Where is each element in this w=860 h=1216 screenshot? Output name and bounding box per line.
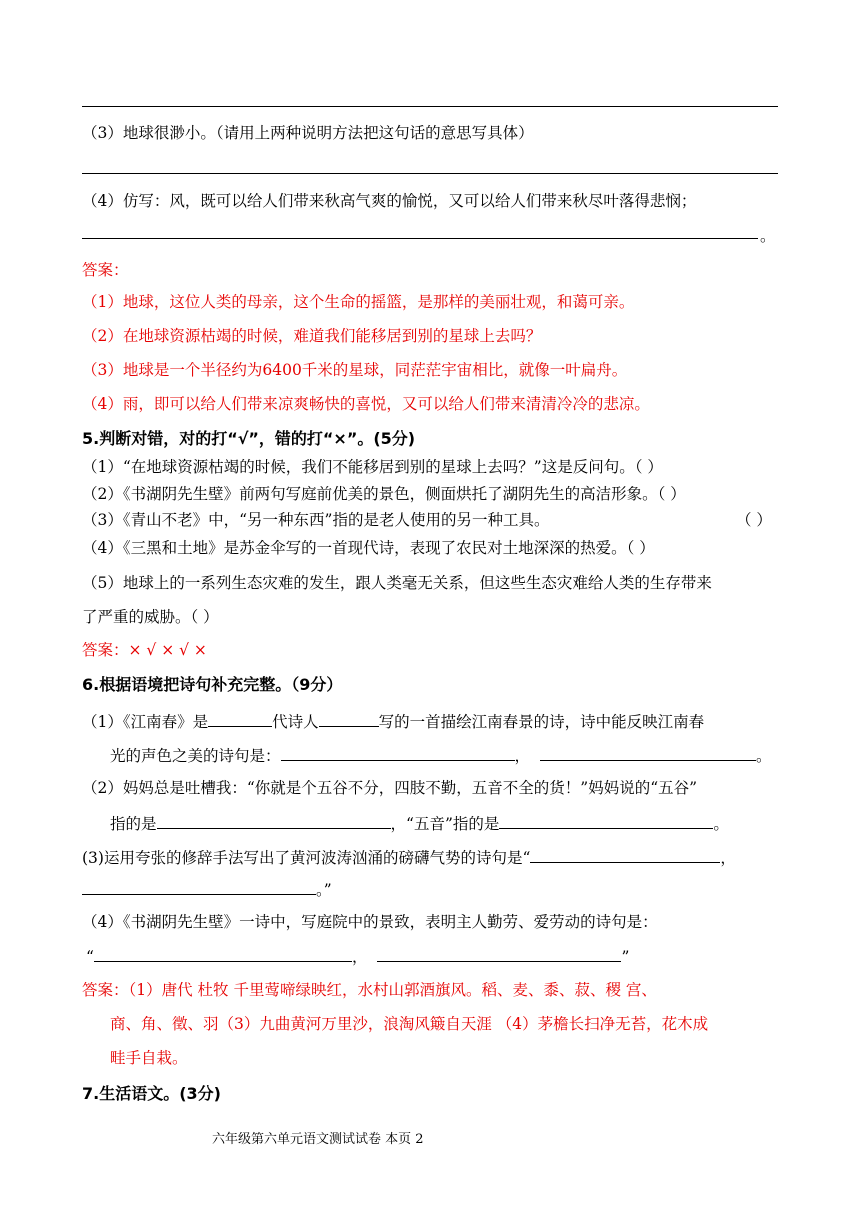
answer-line-4: （4）雨，即可以给人们带来凉爽畅快的喜悦，又可以给人们带来清清冷冷的悲凉。 — [82, 395, 650, 413]
question-6-answer-3: 畦手自栽。 — [110, 1049, 188, 1067]
question-6-answer-1: 答案：（1）唐代 杜牧 千里莺啼绿映红，水村山郭酒旗风。稻、麦、黍、菽、稷 宫、 — [82, 981, 657, 999]
question-7-heading: 7.生活语文。(3分) — [82, 1084, 221, 1103]
text: “ — [86, 948, 94, 966]
question-5-item-5a: （5）地球上的一系列生态灾难的发生，跟人类毫无关系，但这些生态灾难给人类的生存带来 — [82, 574, 712, 592]
question-4-3: （3）地球很渺小。（请用上两种说明方法把这句话的意思写具体） — [82, 124, 534, 142]
text: 。 — [756, 747, 772, 765]
text: ，“五音”指的是 — [390, 815, 500, 833]
text: ” — [621, 948, 630, 966]
blank[interactable] — [94, 945, 352, 962]
text: 光的声色之美的诗句是： — [110, 747, 281, 765]
answer-line-3: （3）地球是一个半径约为6400千米的星球，同茫茫宇宙相比，就像一叶扁舟。 — [82, 361, 628, 379]
question-6-4-line2 — [86, 945, 629, 967]
answer-line — [82, 106, 778, 107]
text: (3)运用夸张的修辞手法写出了黄河波涛汹涌的磅礴气势的诗句是“ — [82, 849, 531, 867]
blank[interactable] — [157, 812, 391, 829]
blank[interactable] — [281, 744, 515, 761]
answer-line — [82, 173, 778, 174]
question-5-item-3: （3）《青山不老》中，“另一种东西”指的是老人使用的另一种工具。 — [82, 511, 550, 529]
blank[interactable] — [319, 710, 379, 727]
question-4-4: （4）仿写：风，既可以给人们带来秋高气爽的愉悦，又可以给人们带来秋尽叶落得悲悯； — [82, 192, 697, 210]
blank[interactable] — [82, 878, 316, 895]
blank[interactable] — [377, 945, 621, 962]
blank[interactable] — [540, 744, 756, 761]
question-5-answer: 答案：× √ × √ × — [82, 641, 207, 659]
question-6-4-line1: （4）《书湖阴先生壁》一诗中，写庭院中的景致，表明主人勤劳、爱劳动的诗句是： — [82, 913, 658, 931]
answer-line-1: （1）地球，这位人类的母亲，这个生命的摇篮，是那样的美丽壮观，和蔼可亲。 — [82, 293, 635, 311]
question-6-2-line2 — [110, 812, 729, 834]
blank[interactable] — [499, 812, 713, 829]
answer-line — [82, 238, 758, 239]
text: （1）《江南春》是 — [82, 713, 209, 731]
answer-line-2: （2）在地球资源枯竭的时候，难道我们能移居到别的星球上去吗？ — [82, 327, 542, 345]
question-6-2-line1: （2）妈妈总是吐槽我：“你就是个五谷不分，四肢不勤，五音不全的货！”妈妈说的“五谷” — [82, 779, 698, 797]
text: 。 — [713, 815, 729, 833]
blank[interactable] — [208, 710, 272, 727]
question-6-heading: 6.根据语境把诗句补充完整。（9分） — [82, 675, 343, 694]
text: 指的是 — [110, 815, 157, 833]
question-5-item-5b: 了严重的威胁。（ ） — [82, 608, 219, 626]
text: 写的一首描绘江南春景的诗，诗中能反映江南春 — [378, 713, 705, 731]
answer-line-end: 。 — [760, 227, 776, 245]
question-6-1-line1 — [82, 710, 704, 732]
question-5-heading: 5.判断对错，对的打“√”，错的打“×”。(5分) — [82, 429, 416, 448]
question-6-answer-2: 商、角、徵、羽（3）九曲黄河万里沙，浪淘风簸自天涯 （4）茅檐长扫净无苔，花木成 — [110, 1015, 709, 1033]
question-5-item-2: （2）《书湖阴先生壁》前两句写庭前优美的景色，侧面烘托了湖阴先生的高洁形象。（ ） — [82, 485, 686, 503]
text: 。” — [316, 881, 332, 899]
question-5-item-4: （4）《三黑和土地》是苏金伞写的一首现代诗，表现了农民对土地深深的热爱。（ ） — [82, 539, 655, 557]
question-6-3-line2 — [82, 878, 332, 900]
question-6-1-line2 — [110, 744, 772, 766]
question-5-item-1: （1）“在地球资源枯竭的时候，我们不能移居到别的星球上去吗？”这是反问句。（ ） — [82, 458, 663, 476]
blank[interactable] — [530, 846, 720, 863]
text: ， — [514, 747, 531, 765]
question-5-item-3-bracket: （ ） — [736, 511, 772, 529]
answer-label: 答案： — [82, 261, 129, 279]
page-footer: 六年级第六单元语文测试试卷 本页 2 — [212, 1132, 424, 1147]
text: ， — [351, 948, 368, 966]
question-6-3-line1 — [82, 846, 736, 868]
text: 代诗人 — [272, 713, 319, 731]
text: ， — [720, 849, 736, 867]
